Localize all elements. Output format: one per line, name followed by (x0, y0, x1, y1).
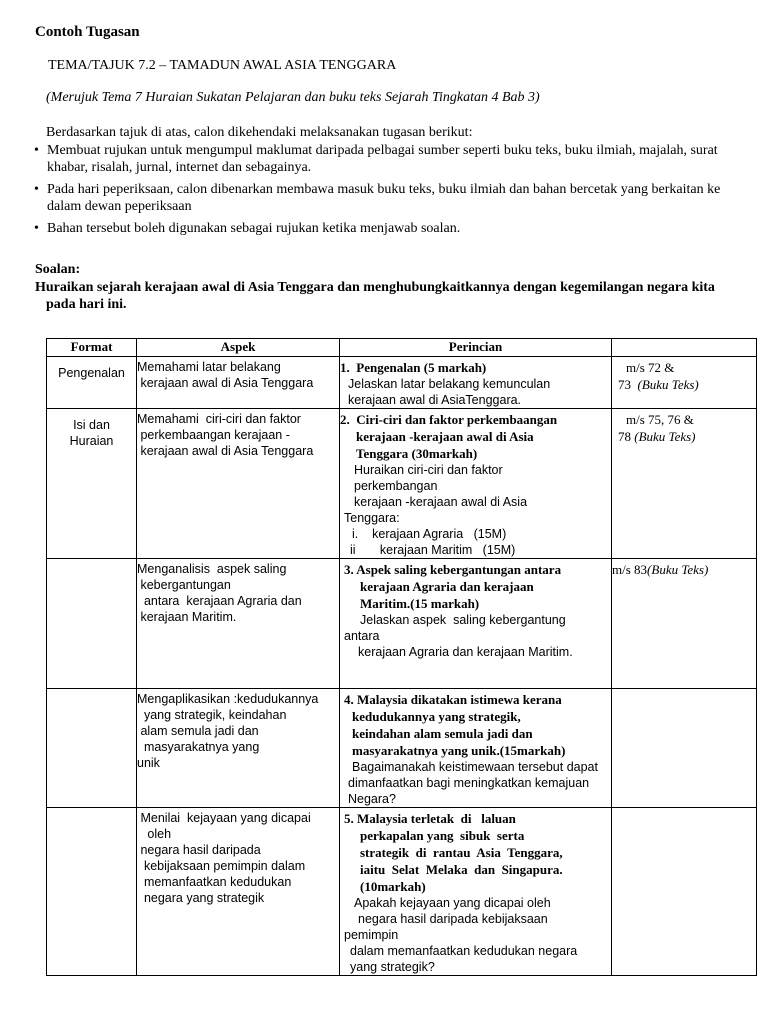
aspek-line: kerajaan awal di Asia Tenggara (137, 444, 314, 458)
perincian-heading: (10markah) (360, 879, 426, 894)
aspek-cell (137, 689, 340, 808)
assignment-table (46, 338, 757, 976)
aspek-line: Memahami ciri-ciri dan faktor (137, 412, 301, 426)
rujukan-cell (612, 689, 757, 808)
perincian-line: kerajaan Agraria dan kerajaan Maritim. (358, 645, 573, 659)
aspek-line: Mengaplikasikan :kedudukannya (137, 692, 319, 706)
aspek-line: memanfaatkan kedudukan (137, 875, 292, 889)
aspek-line: Menganalisis aspek saling (137, 562, 287, 576)
perincian-heading: Maritim.(15 markah) (360, 596, 480, 611)
instruction-item: • Bahan tersebut boleh digunakan sebagai rujukan ketika menjawab soalan. (34, 220, 734, 237)
aspek-line: oleh (137, 827, 172, 841)
perincian-line: Apakah kejayaan yang dicapai oleh (354, 896, 551, 910)
perincian-heading: 1. Pengenalan (5 markah) (340, 360, 487, 375)
format-cell: Pengenalan (47, 357, 137, 409)
perincian-line: kerajaan awal di AsiaTenggara. (348, 393, 522, 407)
rujukan-cell (612, 357, 757, 409)
aspek-line: Menilai kejayaan yang dicapai (137, 811, 311, 825)
aspek-line: unik (137, 756, 160, 770)
perincian-heading: kerajaan Agraria dan kerajaan (360, 579, 534, 594)
format-cell (47, 808, 137, 976)
rujukan-line: m/s 75, 76 & (626, 412, 694, 427)
aspek-line: alam semula jadi dan (137, 724, 259, 738)
aspek-line: kerajaan awal di Asia Tenggara (137, 376, 314, 390)
perincian-line: yang strategik? (350, 960, 435, 974)
perincian-line: ii kerajaan Maritim (15M) (350, 543, 516, 557)
perincian-cell (340, 409, 612, 559)
aspek-cell (137, 559, 340, 689)
question-label: Soalan: (35, 262, 81, 277)
table-row (47, 559, 757, 689)
aspek-line: masyarakatnya yang (137, 740, 260, 754)
aspek-line: negara yang strategik (137, 891, 265, 905)
aspek-line: negara hasil daripada (137, 843, 261, 857)
perincian-line: dimanfaatkan bagi meningkatkan kemajuan (348, 776, 590, 790)
rujukan-cell (612, 808, 757, 976)
instruction-list (34, 142, 734, 242)
perincian-line: Bagaimanakah keistimewaan tersebut dapat (352, 760, 598, 774)
perincian-heading: 3. Aspek saling kebergantungan antara (344, 562, 562, 577)
instruction-item: • Membuat rujukan untuk mengumpul maklumat daripada pelbagai sumber seperti buku teks, buku ilmiah, majalah, surat khabar, risalah, jurnal, internet dan sebagainya. (34, 142, 734, 176)
perincian-line: perkembangan (354, 479, 438, 493)
table-header-row (47, 339, 757, 357)
aspek-line: antara kerajaan Agraria dan (137, 594, 302, 608)
aspek-cell (137, 409, 340, 559)
perincian-heading: 4. Malaysia dikatakan istimewa kerana (344, 692, 562, 707)
perincian-heading: strategik di rantau Asia Tenggara, (360, 845, 563, 860)
header-aspek: Aspek (137, 339, 340, 357)
perincian-heading: perkapalan yang sibuk serta (360, 828, 525, 843)
table-row (47, 409, 757, 559)
perincian-cell (340, 808, 612, 976)
perincian-heading: Tenggara (30markah) (356, 446, 478, 461)
aspek-line: yang strategik, keindahan (137, 708, 287, 722)
intro-text: Berdasarkan tajuk di atas, calon dikehendaki melaksanakan tugasan berikut: (46, 125, 473, 140)
topic-title: TEMA/TAJUK 7.2 – TAMADUN AWAL ASIA TENGGARA (48, 58, 397, 73)
header-perincian: Perincian (340, 339, 612, 357)
perincian-cell (340, 689, 612, 808)
perincian-line: pemimpin (344, 928, 399, 942)
perincian-line: Jelaskan latar belakang kemunculan (348, 377, 551, 391)
question-text: Huraikan sejarah kerajaan awal di Asia Tenggara dan menghubungkaitkannya dengan kegemilangan negara kita pada hari ini. (35, 280, 715, 312)
format-cell (47, 559, 137, 689)
header-rujukan (612, 339, 757, 357)
perincian-heading: kedudukannya yang strategik, (352, 709, 521, 724)
table-row (47, 689, 757, 808)
reference-note (46, 90, 540, 106)
aspek-cell (137, 357, 340, 409)
table-row (47, 357, 757, 409)
perincian-heading: keindahan alam semula jadi dan (352, 726, 533, 741)
page-title: Contoh Tugasan (35, 24, 140, 40)
aspek-line: kebergantungan (137, 578, 231, 592)
perincian-line: antara (344, 629, 380, 643)
rujukan-line: 78 (Buku Teks) (618, 429, 696, 444)
rujukan-cell (612, 559, 757, 689)
perincian-heading: kerajaan -kerajaan awal di Asia (356, 429, 534, 444)
perincian-line: Tenggara: (344, 511, 400, 525)
aspek-line: kerajaan Maritim. (137, 610, 237, 624)
format-cell (47, 689, 137, 808)
perincian-heading: iaitu Selat Melaka dan Singapura. (360, 862, 563, 877)
perincian-line: Huraikan ciri-ciri dan faktor (354, 463, 503, 477)
perincian-line: kerajaan -kerajaan awal di Asia (354, 495, 528, 509)
instruction-item: • Pada hari peperiksaan, calon dibenarkan membawa masuk buku teks, buku ilmiah dan bahan bercetak yang berkaitan ke dalam dewan peperiksaan (34, 181, 734, 215)
aspek-cell (137, 808, 340, 976)
perincian-line: Jelaskan aspek saling kebergantung (360, 613, 566, 627)
perincian-heading: masyarakatnya yang unik.(15markah) (352, 743, 566, 758)
perincian-heading: 5. Malaysia terletak di laluan (344, 811, 516, 826)
perincian-heading: 2. Ciri-ciri dan faktor perkembaangan (340, 412, 558, 427)
aspek-line: kebijaksaan pemimpin dalam (137, 859, 306, 873)
aspek-line: perkembaangan kerajaan - (137, 428, 290, 442)
perincian-line: negara hasil daripada kebijaksaan (358, 912, 548, 926)
perincian-line: i. kerajaan Agraria (15M) (352, 527, 507, 541)
aspek-line: Memahami latar belakang (137, 360, 281, 374)
perincian-cell (340, 559, 612, 689)
format-cell: Isi dan Huraian (47, 409, 137, 559)
rujukan-cell (612, 409, 757, 559)
reference-text: (Merujuk Tema 7 Huraian Sukatan Pelajaran dan buku teks Sejarah Tingkatan 4 Bab 3) (46, 90, 540, 105)
perincian-cell (340, 357, 612, 409)
rujukan-line: m/s 72 & (626, 360, 675, 375)
perincian-line: dalam memanfaatkan kedudukan negara (350, 944, 578, 958)
perincian-line: Negara? (348, 792, 396, 806)
header-format: Format (47, 339, 137, 357)
table-row (47, 808, 757, 976)
rujukan-line: 73 (Buku Teks) (618, 377, 699, 392)
table-body (47, 357, 757, 976)
rujukan-line: m/s 83(Buku Teks) (612, 562, 709, 577)
